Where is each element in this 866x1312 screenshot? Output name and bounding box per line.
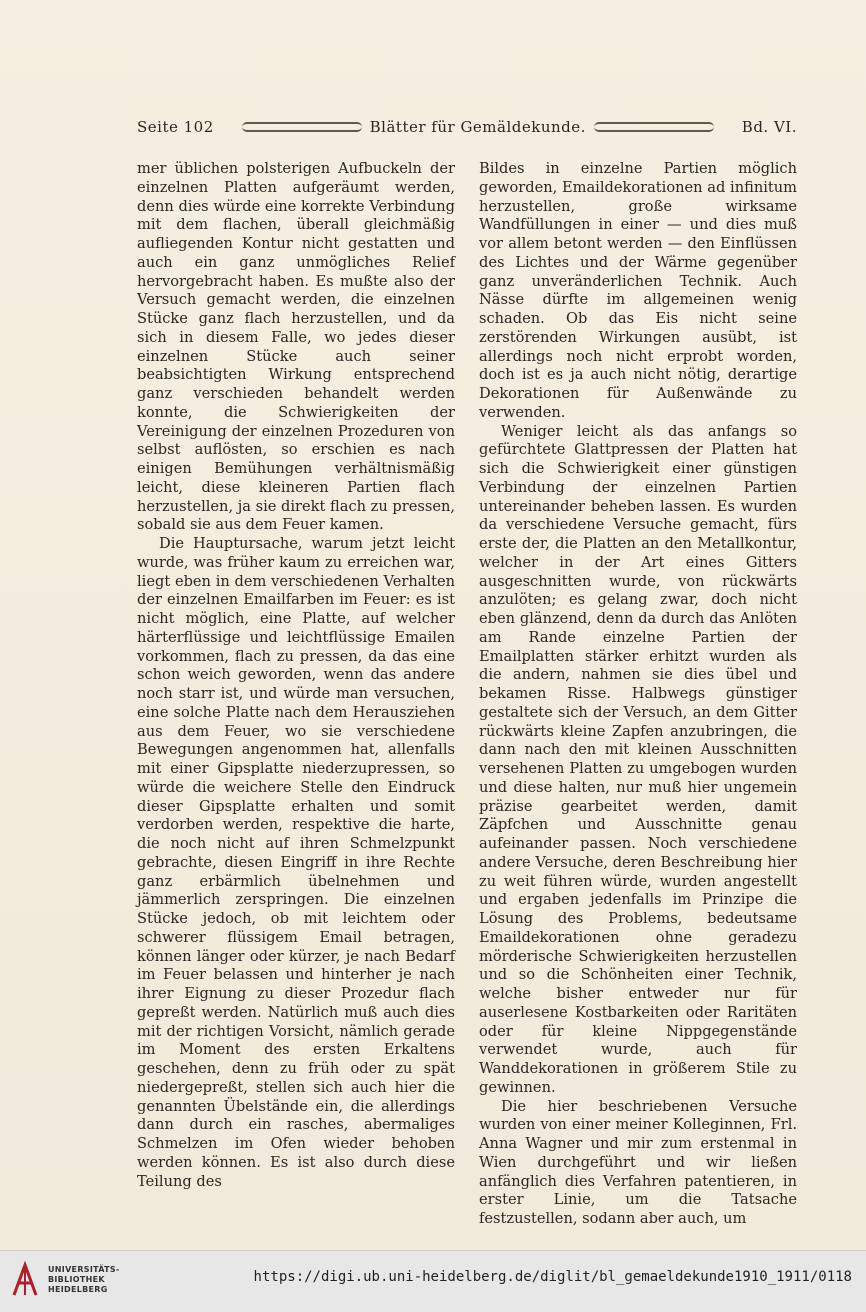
- viewer-footer: [0, 1250, 866, 1312]
- volume-label: Bd. VI.: [741, 118, 797, 136]
- right-column: [479, 160, 797, 1227]
- paragraph: Bildes in einzelne Partien möglich geworden, Emaildekorationen ad infinitum herzustellen, große wirksame Wandfüllungen in einer — und dies muß vor allem betont werden — den Einflüssen des Lichtes und der Wärme gegenüber ganz unveränderlichen Technik. Auch Nässe dürfte im allgemeinen wenig schaden. Ob das Eis nicht seine zerstörenden Wirkungen ausübt, ist allerdings noch nicht erprobt worden, doch ist es ja auch nicht nötig, derartige Dekorationen für Außenwände zu verwenden.: [479, 160, 797, 421]
- running-header: [137, 116, 797, 138]
- page-number: Seite 102: [137, 118, 214, 136]
- library-name: UNIVERSITÄTS- BIBLIOTHEK HEIDELBERG: [48, 1265, 120, 1294]
- library-logo[interactable]: [10, 1261, 120, 1299]
- permalink-url[interactable]: https://digi.ub.uni-heidelberg.de/diglit/bl_gemaeldekunde1910_1911/0118: [253, 1269, 852, 1285]
- text-columns: [137, 160, 797, 1227]
- paragraph: Die Hauptursache, warum jetzt leicht wurde, was früher kaum zu erreichen war, liegt eben in dem verschiedenen Verhalten der einzelnen Emailfarben im Feuer: es ist nicht möglich, eine Platte, auf welcher härterflüssige und leichtflüssige Emailen vorkommen, flach zu pressen, da das eine schon weich geworden, wenn das andere noch starr ist, und würde man versuchen, eine solche Platte nach dem Herausziehen aus dem Feuer, wo sie verschiedene Bewegungen angenommen hat, allenfalls mit einer Gipsplatte niederzupressen, so würde die weichere Stelle den Eindruck dieser Gipsplatte erhalten und somit verdorben werden, respektive die harte, die noch nicht auf ihren Schmelzpunkt gebrachte, diesen Eingriff in ihre Rechte ganz erbärmlich übelnehmen und jämmerlich zerspringen. Die einzelnen Stücke jedoch, ob mit leichtem oder schwerer flüssigem Email betragen, können länger oder kürzer, je nach Bedarf im Feuer belassen und hinterher je nach ihrer Eignung zu dieser Prozedur flach gepreßt werden. Natürlich muß auch dies mit der richtigen Vorsicht, nämlich gerade im Moment des ersten Erkaltens geschehen, denn zu früh oder zu spät niedergepreßt, stellen sich auch hier die genannten Übelstände ein, die allerdings dann durch ein rasches, abermaliges Schmelzen im Ofen wieder behoben werden können. Es ist also durch diese Teilung des: [137, 535, 455, 1190]
- paragraph: Weniger leicht als das anfangs so gefürchtete Glattpressen der Platten hat sich die Schwierigkeit einer günstigen Verbindung der einzelnen Partien untereinander beheben lassen. Es wurden da verschiedene Versuche gemacht, fürs erste der, die Platten an den Metallkontur, welcher in der Art eines Gitters ausgeschnitten wurde, von rückwärts anzulöten; es gelang zwar, doch nicht eben glänzend, denn da durch das Anlöten am Rande einzelne Partien der Emailplatten stärker erhitzt wurden als die andern, nahmen sie dies übel und bekamen Risse. Halbwegs günstiger gestaltete sich der Versuch, an dem Gitter rückwärts kleine Zapfen anzubringen, die dann nach den mit kleinen Ausschnitten versehenen Platten zu umgebogen wurden und diese halten, nur muß hier ungemein präzise gearbeitet werden, damit Zäpfchen und Ausschnitte genau aufeinander passen. Noch verschiedene andere Versuche, deren Beschreibung hier zu weit führen würde, wurden angestellt und ergaben jedenfalls im Prinzipe die Lösung des Problems, bedeutsame Emaildekorationen ohne geradezu mörderische Schwierigkeiten herzustellen und so die Schönheiten einer Technik, welche bisher entweder nur für auserlesene Kostbarkeiten oder Raritäten oder für kleine Nippgegenstände verwendet wurde, auch für Wanddekorationen in größerem Stile zu gewinnen.: [479, 422, 797, 1096]
- paragraph: Die hier beschriebenen Versuche wurden von einer meiner Kolleginnen, Frl. Anna Wagner und mir zum erstenmal in Wien durchgeführt und wir ließen anfänglich dies Verfahren patentieren, in erster Linie, um die Tatsache festzustellen, sodann aber auch, um: [479, 1097, 797, 1227]
- library-seal-icon: [10, 1261, 40, 1299]
- ornament-left-icon: [242, 122, 362, 132]
- header-center: [234, 118, 722, 136]
- left-column: [137, 160, 455, 1190]
- ornament-right-icon: [594, 122, 714, 132]
- paragraph: mer üblichen polsterigen Aufbuckeln der einzelnen Platten aufgeräumt werden, denn dies würde eine korrekte Verbindung mit dem flachen, überall gleichmäßig aufliegenden Kontur nicht gestatten und auch ein ganz unmögliches Relief hervorgebracht haben. Es mußte also der Versuch gemacht werden, die einzelnen Stücke ganz flach herzustellen, und da sich in diesem Falle, wo jedes dieser einzelnen Stücke auch seiner beabsichtigten Wirkung entsprechend ganz verschieden behandelt werden konnte, die Schwierigkeiten der Vereinigung der einzelnen Prozeduren von selbst auflösten, so erschien es nach einigen Bemühungen verhältnismäßig leicht, diese kleineren Partien flach herzustellen, ja sie direkt flach zu pressen, sobald sie aus dem Feuer kamen.: [137, 160, 455, 534]
- journal-title: Blätter für Gemäldekunde.: [369, 118, 586, 136]
